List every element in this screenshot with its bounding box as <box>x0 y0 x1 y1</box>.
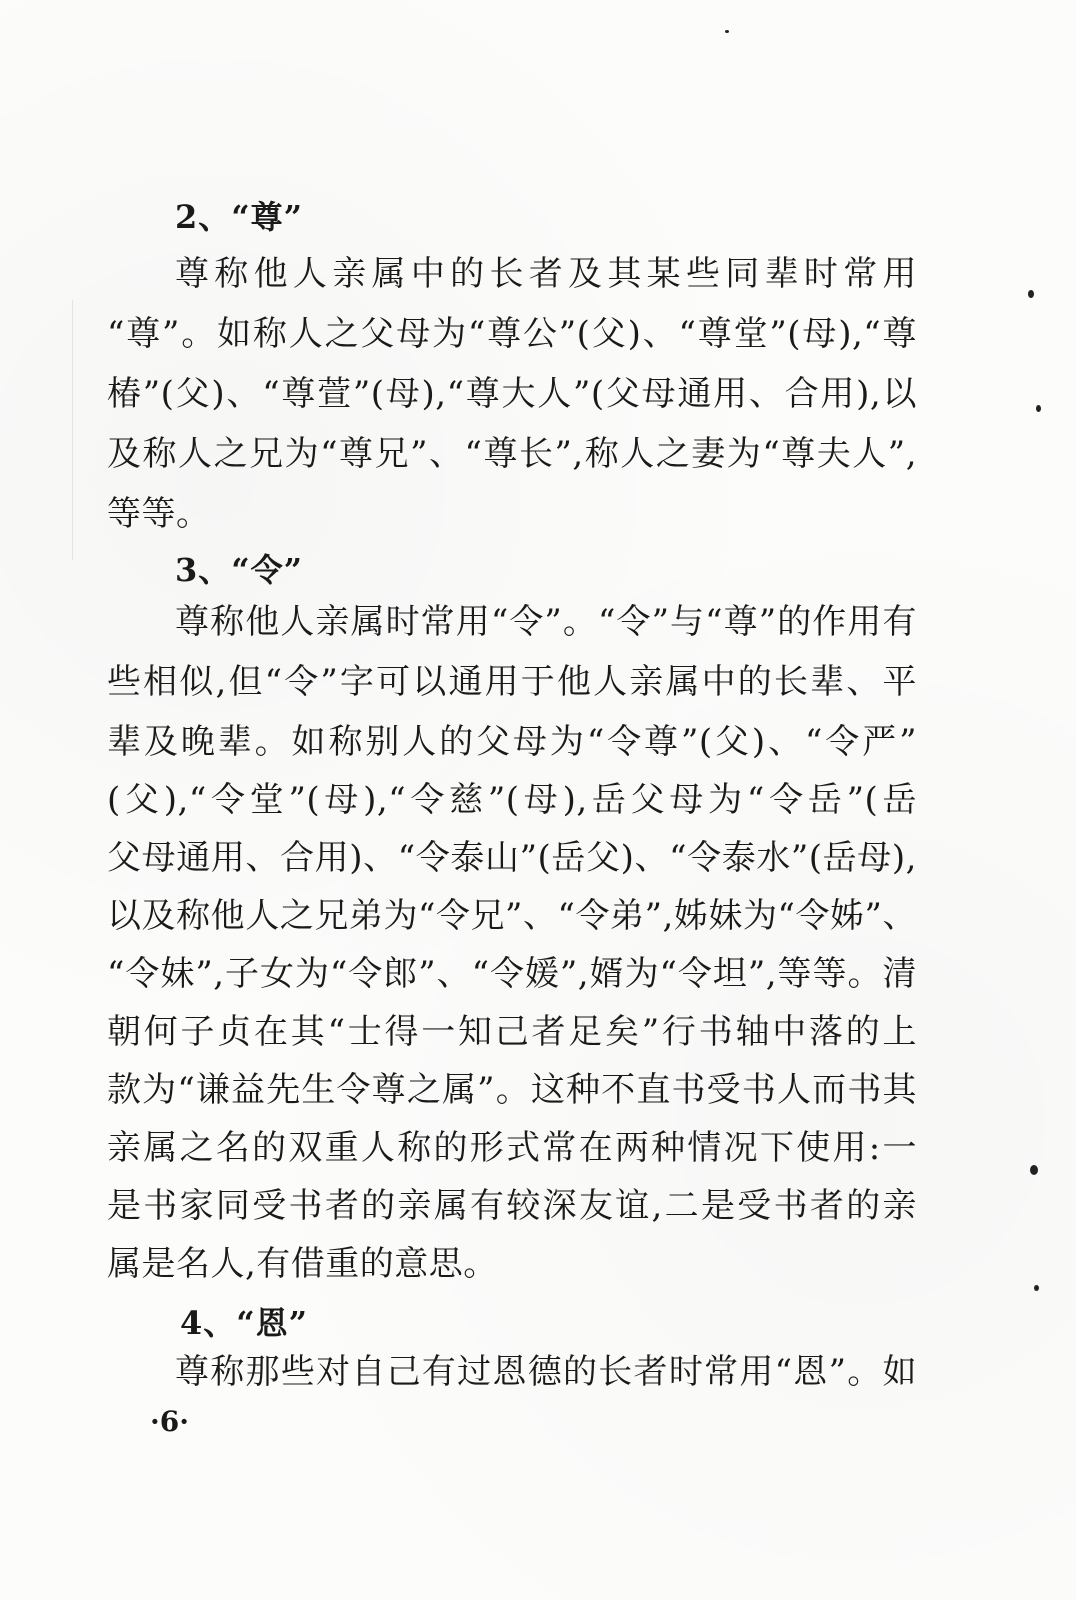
paragraph-line: 款为“谦益先生令尊之属”。这种不直书受书人而书其 <box>107 1070 917 1110</box>
scan-speck <box>1036 405 1041 412</box>
paragraph-line: 等等。 <box>107 494 211 534</box>
paragraph-line: 尊称他人亲属时常用“令”。“令”与“尊”的作用有 <box>175 602 917 642</box>
scan-speck <box>725 30 729 33</box>
section-heading-2: 2、“尊” <box>175 198 304 236</box>
paragraph-line: 以及称他人之兄弟为“令兄”、“令弟”,姊妹为“令姊”、 <box>107 896 917 936</box>
paragraph-line: (父),“令堂”(母),“令慈”(母),岳父母为“令岳”(岳 <box>107 780 917 820</box>
paragraph-line: 尊称他人亲属中的长者及其某些同辈时常用 <box>175 254 917 294</box>
scan-speck <box>1030 1165 1038 1175</box>
scan-speck <box>1028 290 1034 298</box>
scan-speck <box>1034 1285 1039 1291</box>
paragraph-line: 尊称那些对自己有过恩德的长者时常用“恩”。如 <box>175 1352 917 1392</box>
paragraph-line: 些相似,但“令”字可以通用于他人亲属中的长辈、平 <box>107 662 917 702</box>
page-number: ·6· <box>150 1405 189 1438</box>
paragraph-line: 是书家同受书者的亲属有较深友谊,二是受书者的亲 <box>107 1186 917 1226</box>
paragraph-line: “令妹”,子女为“令郎”、“令媛”,婿为“令坦”,等等。清 <box>107 954 917 994</box>
paragraph-line: 及称人之兄为“尊兄”、“尊长”,称人之妻为“尊夫人”, <box>107 434 917 474</box>
paragraph-line: 辈及晚辈。如称别人的父母为“令尊”(父)、“令严” <box>107 722 917 762</box>
section-heading-3: 3、“令” <box>175 551 304 589</box>
section-heading-4: 4、“恩” <box>180 1304 309 1342</box>
paragraph-line: 属是名人,有借重的意思。 <box>107 1244 498 1284</box>
paragraph-line: 父母通用、合用)、“令泰山”(岳父)、“令泰水”(岳母), <box>107 838 917 878</box>
paragraph-line: 朝何子贞在其“士得一知己者足矣”行书轴中落的上 <box>107 1012 917 1052</box>
paragraph-line: “尊”。如称人之父母为“尊公”(父)、“尊堂”(母),“尊 <box>107 314 917 354</box>
paragraph-line: 亲属之名的双重人称的形式常在两种情况下使用:一 <box>107 1128 917 1168</box>
paragraph-line: 椿”(父)、“尊萱”(母),“尊大人”(父母通用、合用),以 <box>107 374 917 414</box>
scan-margin-line <box>72 300 73 560</box>
